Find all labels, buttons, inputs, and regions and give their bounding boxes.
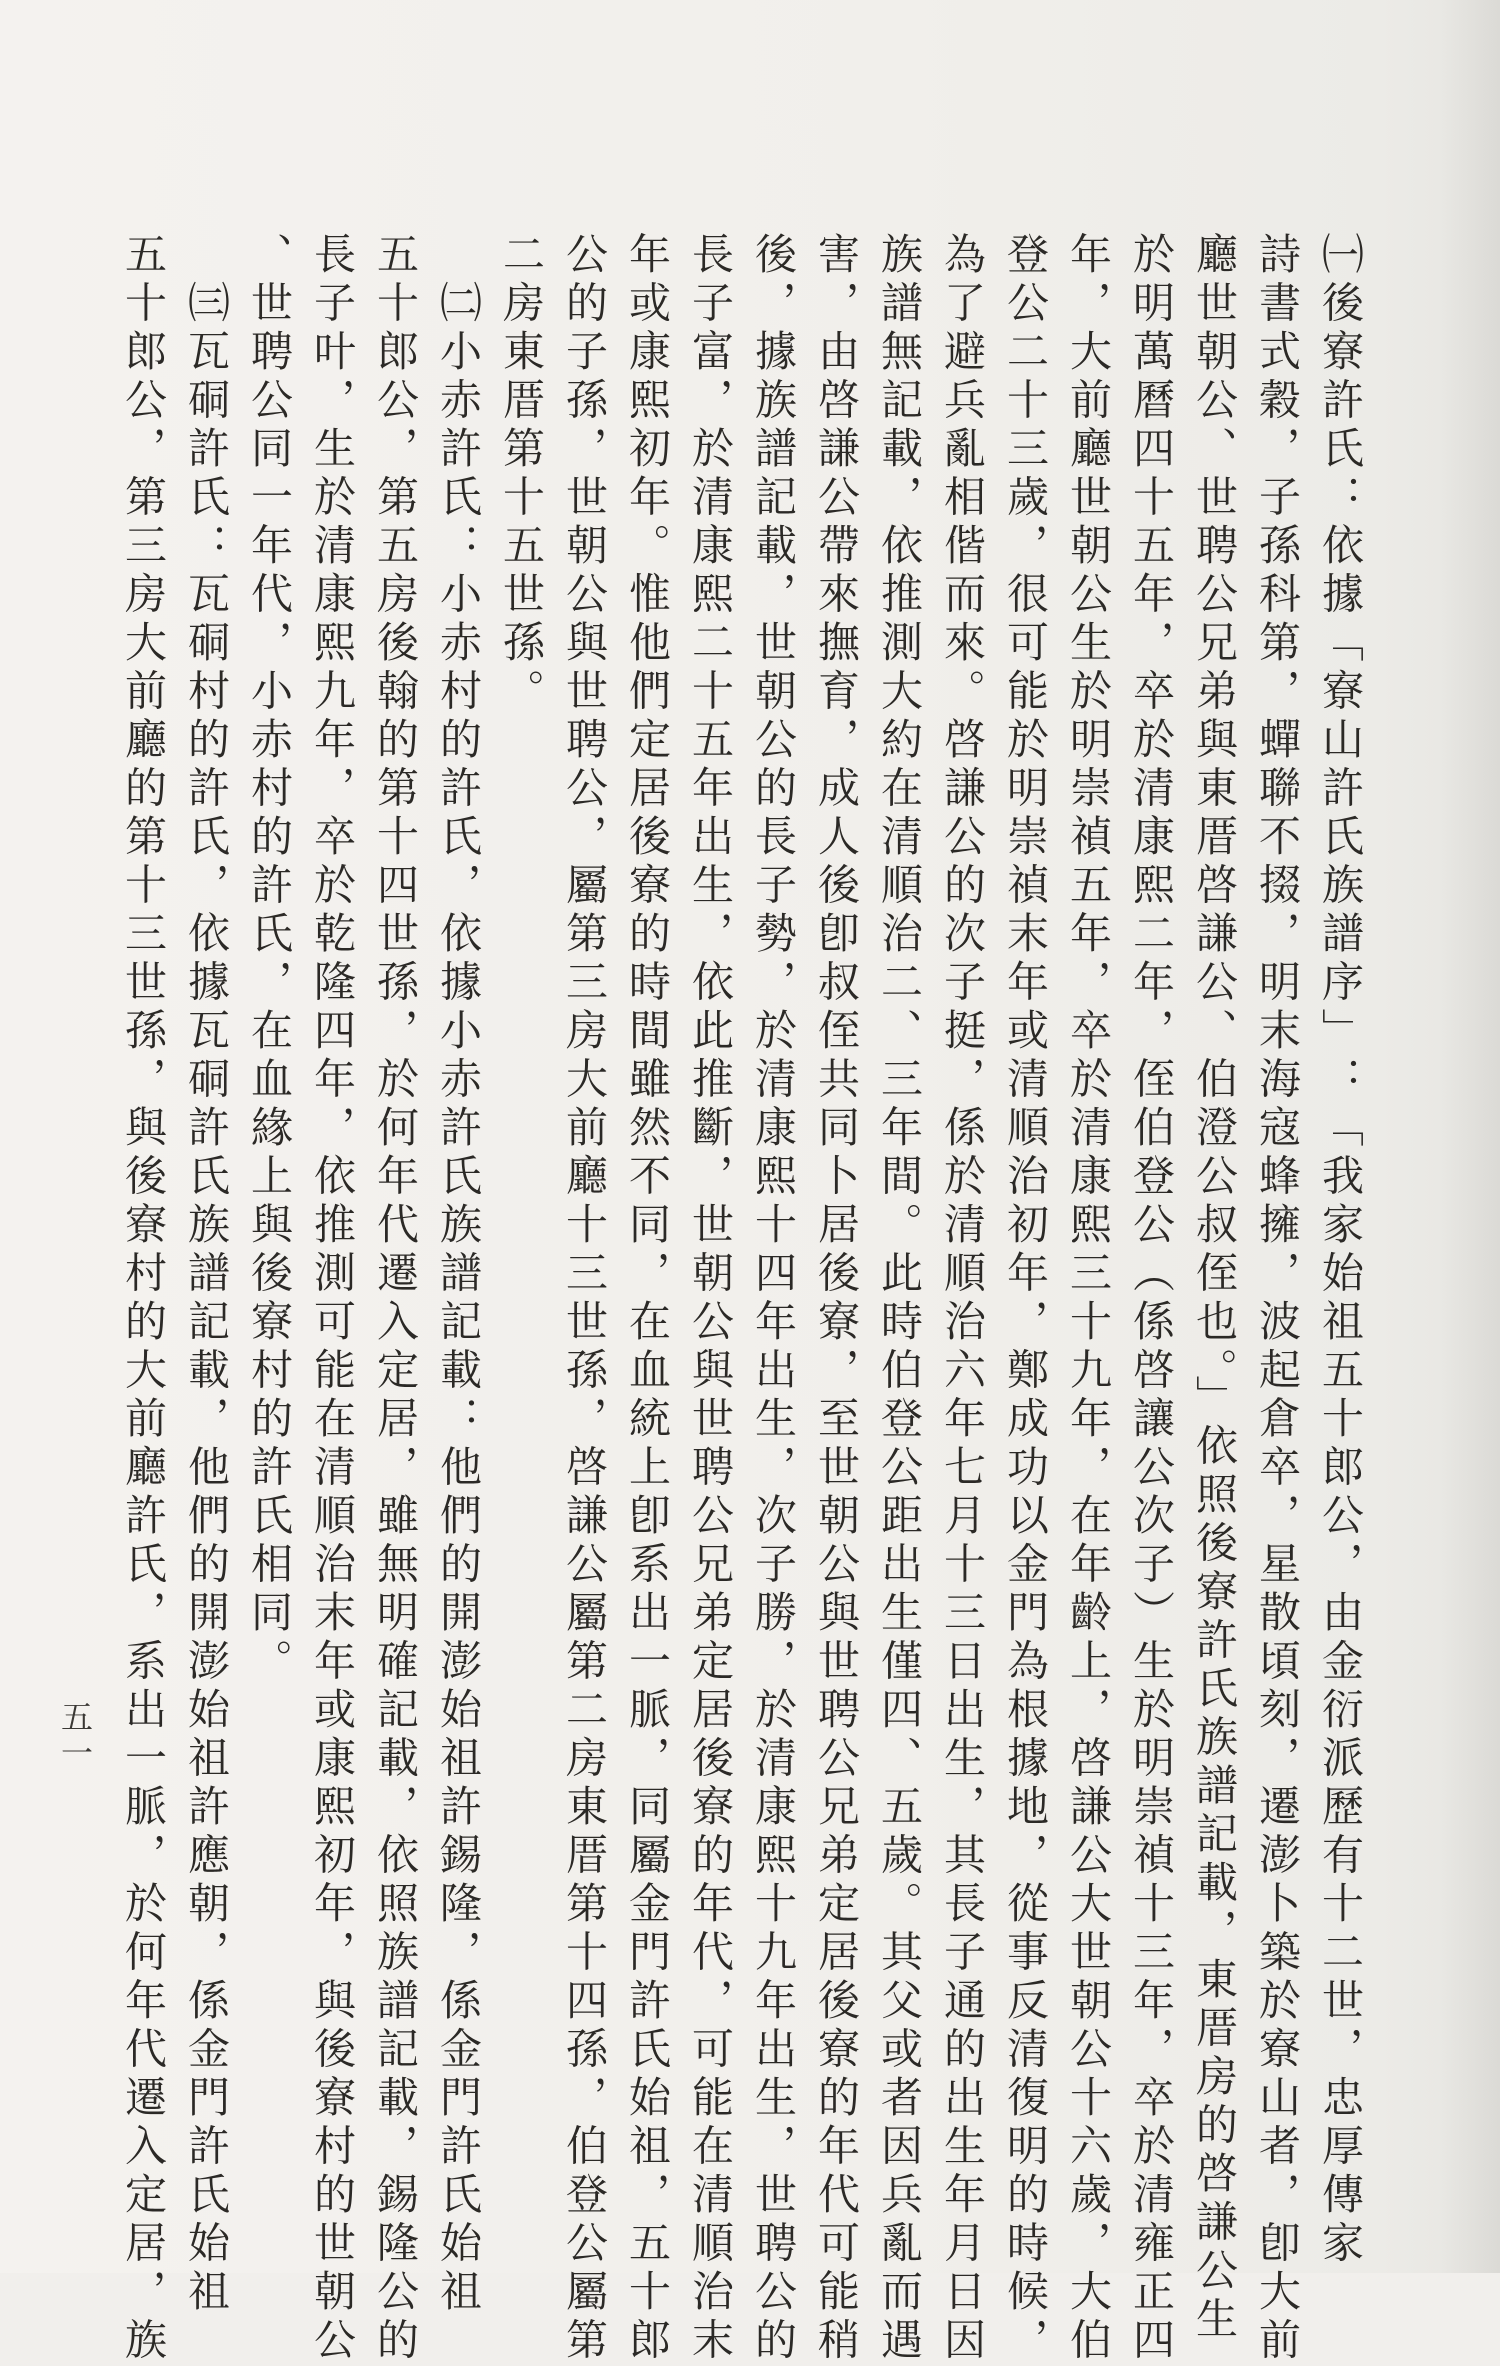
text-column: 長子富，於清康熙二十五年出生，依此推斷，世朝公與世聘公兄弟定居後寮的年代，可能在清順治末 [686,232,735,2366]
text-column: 為了避兵亂相偕而來。啓謙公的次子挺，係於清順治六年七月十三日出生，其長子通的出生年月日因 [938,232,987,2366]
text-column: 公的子孫，世朝公與世聘公，屬第三房大前廳十三世孫，啓謙公屬第二房東厝第十四孫，伯登公屬第 [560,232,609,2366]
text-column: 後，據族譜記載，世朝公的長子勢，於清康熙十四年出生，次子勝，於清康熙十九年出生，世聘公的 [749,232,798,2366]
text-column: 二房東厝第十五世孫。 [497,232,546,717]
text-column: 於明萬曆四十五年，卒於清康熙二年，侄伯登公（係啓讓公次子）生於明崇禎十三年，卒於清雍正四 [1127,232,1176,2366]
text-column: 五十郎公，第三房大前廳的第十三世孫，與後寮村的大前廳許氏，系出一脈，於何年代遷入定居，族 [119,232,168,2366]
text-column: ㈡小赤許氏：小赤村的許氏，依據小赤許氏族譜記載：他們的開澎始祖許錫隆，係金門許氏始祖 [434,232,483,2318]
text-column: 族譜無記載，依推測大約在清順治二、三年間。此時伯登公距出生僅四、五歲。其父或者因兵亂而遇 [875,232,924,2366]
text-column: 年或康熙初年。惟他們定居後寮的時間雖然不同，在血統上卽系出一脈，同屬金門許氏始祖，五十郎 [623,232,672,2366]
text-column: 詩書式穀，子孫科第，蟬聯不掇，明末海寇蜂擁，波起倉卒，星散頃刻，遷澎卜築於寮山者，卽大前 [1253,232,1302,2366]
text-column: ㈢瓦硐許氏：瓦硐村的許氏，依據瓦硐許氏族譜記載，他們的開澎始祖許應朝，係金門許氏始祖 [182,232,231,2318]
page-number: 五一 [56,1700,94,1772]
body-text [112,232,1372,2366]
text-column: 、世聘公同一年代，小赤村的許氏，在血緣上與後寮村的許氏相同。 [245,232,294,1687]
text-column: 害，由啓謙公帶來撫育，成人後卽叔侄共同卜居後寮，至世朝公與世聘公兄弟定居後寮的年代可能稍 [812,232,861,2366]
text-column: 廳世朝公、世聘公兄弟與東厝啓謙公、伯澄公叔侄也。」依照後寮許氏族譜記載，東厝房的啓謙公生 [1190,232,1239,2345]
text-column: 年，大前廳世朝公生於明崇禎五年，卒於清康熙三十九年，在年齡上，啓謙公大世朝公十六歲，大伯 [1064,232,1113,2366]
text-column: 長子叶，生於清康熙九年，卒於乾隆四年，依推測可能在清順治末年或康熙初年，與後寮村的世朝公 [308,232,357,2366]
page-binding-shadow [1440,0,1500,2273]
text-column: ㈠後寮許氏：依據「寮山許氏族譜序」：「我家始祖五十郎公，由金衍派歷有十二世，忠厚傳家 [1316,232,1365,2269]
text-column: 五十郎公，第五房後翰的第十四世孫，於何年代遷入定居，雖無明確記載，依照族譜記載，錫隆公的 [371,232,420,2366]
text-column: 登公二十三歲，很可能於明崇禎末年或清順治初年，鄭成功以金門為根據地，從事反清復明的時候， [1001,232,1050,2366]
